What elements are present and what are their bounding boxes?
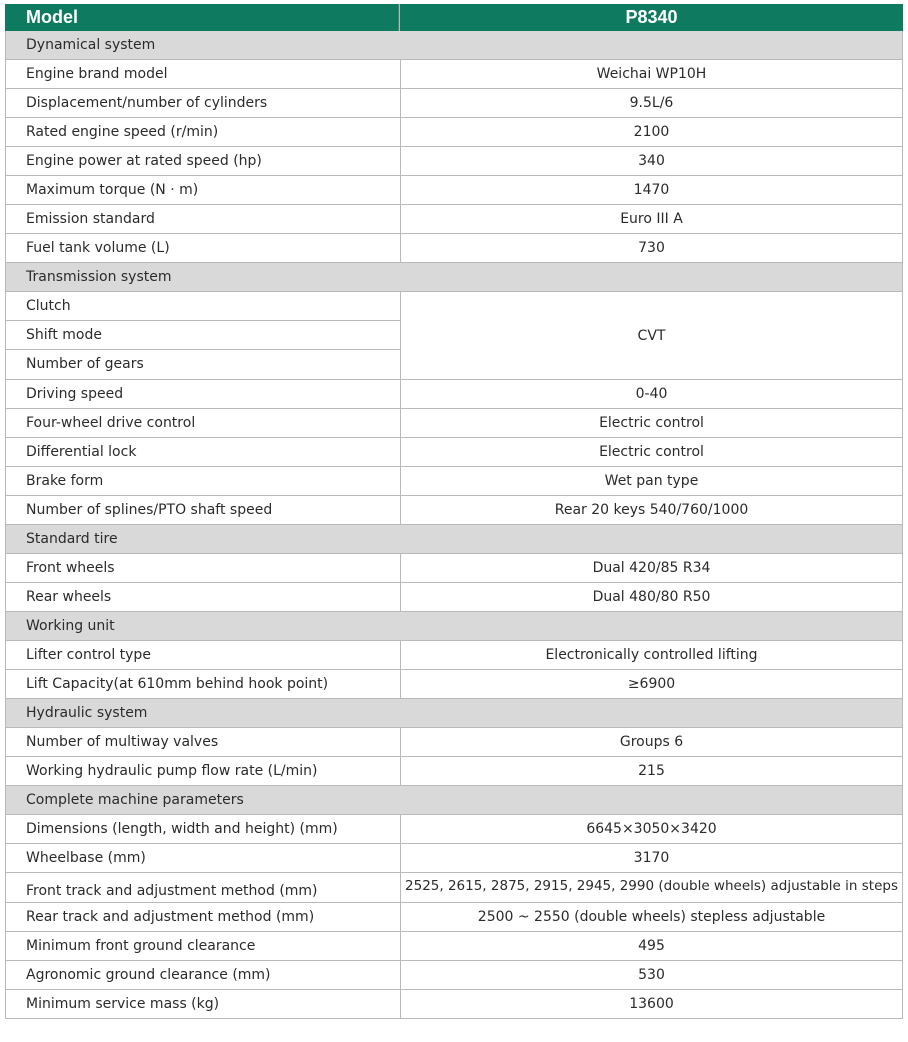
row-value: 2500 ~ 2550 (double wheels) stepless adjustable: [400, 903, 902, 931]
row-label: Driving speed: [26, 386, 124, 402]
table-row: [5, 728, 903, 757]
row-label: Minimum service mass (kg): [26, 996, 220, 1012]
row-value: 1470: [400, 176, 902, 204]
row-label: Wheelbase (mm): [26, 850, 146, 866]
row-value: 0-40: [400, 380, 902, 408]
table-row: [5, 554, 903, 583]
row-value: Electronically controlled lifting: [400, 641, 902, 669]
row-value: ≥6900: [400, 670, 902, 698]
table-row: [5, 234, 903, 263]
table-row: [5, 757, 903, 786]
model-value: P8340: [399, 4, 903, 31]
model-label: Model: [5, 4, 399, 31]
row-value: Electric control: [400, 409, 902, 437]
table-row: [5, 205, 903, 234]
row-label: Rated engine speed (r/min): [26, 124, 219, 140]
row-label: Engine brand model: [26, 66, 168, 82]
merged-row-group: [5, 292, 903, 380]
row-label: Fuel tank volume (L): [26, 240, 170, 256]
row-label: Rear wheels: [26, 589, 112, 605]
row-label: Front wheels: [26, 560, 115, 576]
row-label: Displacement/number of cylinders: [26, 95, 268, 111]
row-value: 9.5L/6: [400, 89, 902, 117]
row-value: Dual 420/85 R34: [400, 554, 902, 582]
table-row: [5, 496, 903, 525]
row-label: Differential lock: [26, 444, 137, 460]
row-value: Electric control: [400, 438, 902, 466]
section-hydraulic-system: Hydraulic system: [5, 699, 903, 728]
table-row: [5, 409, 903, 438]
row-value: 530: [400, 961, 902, 989]
row-value: 6645×3050×3420: [400, 815, 902, 843]
row-label: Front track and adjustment method (mm): [26, 883, 318, 899]
table-row: [5, 932, 903, 961]
row-label: Lifter control type: [26, 647, 151, 663]
table-row: [5, 60, 903, 89]
row-label: Minimum front ground clearance: [26, 938, 256, 954]
row-label: Working hydraulic pump flow rate (L/min): [26, 763, 318, 779]
row-value: 2525, 2615, 2875, 2915, 2945, 2990 (double wheels) adjustable in steps: [400, 873, 902, 902]
row-label: Maximum torque (N · m): [26, 182, 199, 198]
row-value: Weichai WP10H: [400, 60, 902, 88]
table-row: [5, 961, 903, 990]
table-row: [5, 176, 903, 205]
row-value: 2100: [400, 118, 902, 146]
table-row: [5, 990, 903, 1019]
row-value: 215: [400, 757, 902, 785]
table-row: [5, 147, 903, 176]
table-header: [5, 4, 903, 31]
spec-table: [5, 4, 903, 1019]
table-row: [5, 467, 903, 496]
table-row: [5, 583, 903, 612]
row-label: Number of multiway valves: [26, 734, 219, 750]
section-transmission-system: Transmission system: [5, 263, 903, 292]
table-row: [5, 438, 903, 467]
row-label: Rear track and adjustment method (mm): [26, 909, 315, 925]
row-label: Number of gears: [26, 356, 144, 372]
table-row: [5, 380, 903, 409]
row-label: Clutch: [6, 292, 400, 321]
row-label: Emission standard: [26, 211, 155, 227]
table-row: [5, 873, 903, 903]
row-value: 730: [400, 234, 902, 262]
table-row: [5, 670, 903, 699]
row-label: Shift mode: [6, 321, 400, 350]
row-label: Four-wheel drive control: [26, 415, 196, 431]
row-label: Number of splines/PTO shaft speed: [26, 502, 273, 518]
row-label: Lift Capacity(at 610mm behind hook point): [26, 676, 329, 692]
row-label: Dimensions (length, width and height) (mm): [26, 821, 338, 837]
section-complete-machine-parameters: Complete machine parameters: [5, 786, 903, 815]
section-working-unit: Working unit: [5, 612, 903, 641]
table-row: [5, 815, 903, 844]
row-value: Groups 6: [400, 728, 902, 756]
row-value: Euro III A: [400, 205, 902, 233]
table-row: [5, 89, 903, 118]
section-standard-tire: Standard tire: [5, 525, 903, 554]
table-row: [5, 118, 903, 147]
merged-value: CVT: [400, 292, 902, 379]
table-row: [5, 641, 903, 670]
row-value: 13600: [400, 990, 902, 1018]
row-value: Wet pan type: [400, 467, 902, 495]
row-value: 340: [400, 147, 902, 175]
row-value: 495: [400, 932, 902, 960]
row-label: Agronomic ground clearance (mm): [26, 967, 271, 983]
row-value: Rear 20 keys 540/760/1000: [400, 496, 902, 524]
table-row: [5, 903, 903, 932]
row-value: Dual 480/80 R50: [400, 583, 902, 611]
table-row: [5, 844, 903, 873]
section-dynamical-system: Dynamical system: [5, 31, 903, 60]
row-label: Engine power at rated speed (hp): [26, 153, 262, 169]
row-label: Brake form: [26, 473, 104, 489]
row-value: 3170: [400, 844, 902, 872]
